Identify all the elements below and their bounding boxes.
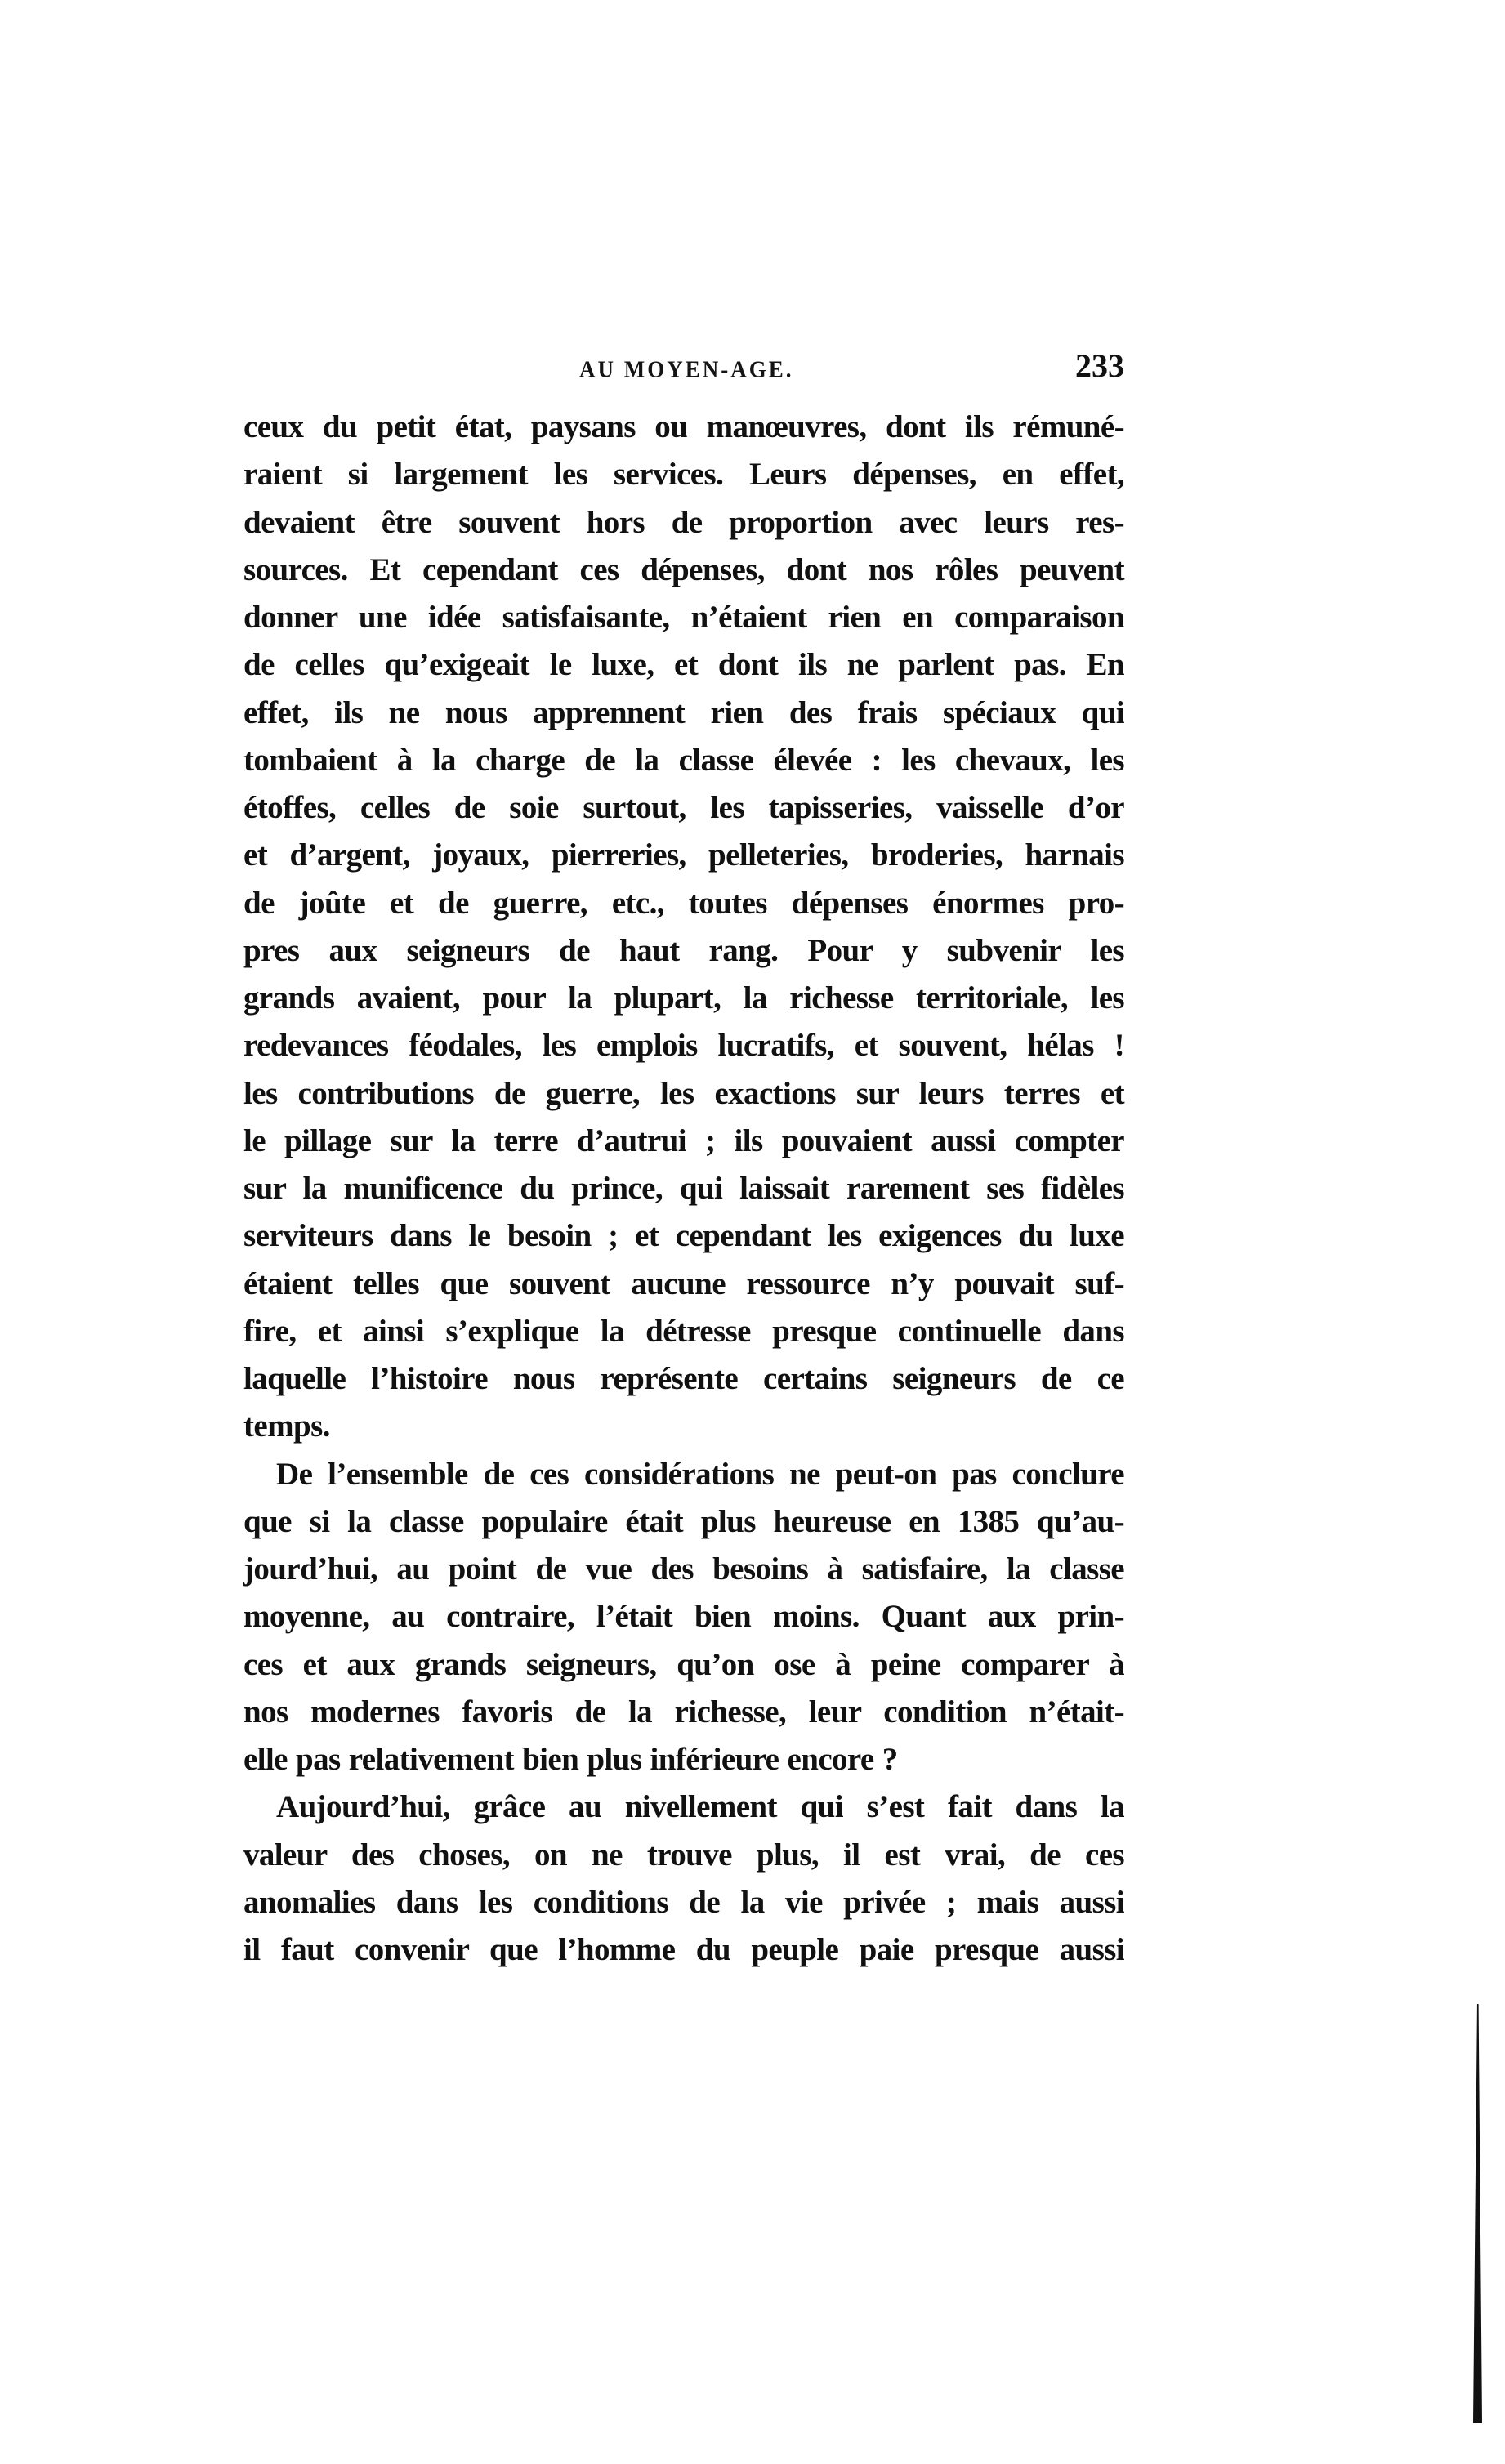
text-line: Aujourd’hui, grâce au nivellement qui s’est fait dans la (276, 1789, 1124, 1825)
text-line: effet, ils ne nous apprennent rien des frais spéciaux qui (243, 694, 1124, 730)
text-line: de celles qu’exigeait le luxe, et dont ils ne parlent pas. En (243, 647, 1124, 683)
page-edge-shadow (1473, 2004, 1482, 2423)
text-line: valeur des choses, on ne trouve plus, il est vrai, de ces (243, 1837, 1124, 1873)
text-line: donner une idée satisfaisante, n’étaient rien en comparaison (243, 600, 1124, 635)
text-line: anomalies dans les conditions de la vie privée ; mais aussi (243, 1884, 1124, 1920)
paragraph-1 (243, 404, 1124, 1451)
text-line: fire, et ainsi s’explique la détresse presque continuelle dans (243, 1313, 1124, 1349)
text-line: que si la classe populaire était plus heureuse en 1385 qu’au- (243, 1503, 1124, 1539)
text-line: pres aux seigneurs de haut rang. Pour y subvenir les (243, 932, 1124, 968)
body-text (243, 404, 1124, 1974)
text-line: De l’ensemble de ces considérations ne peut-on pas conclure (276, 1456, 1124, 1492)
text-line: ces et aux grands seigneurs, qu’on ose à peine comparer à (243, 1646, 1124, 1682)
text-line: raient si largement les services. Leurs dépenses, en effet, (243, 457, 1124, 493)
text-line: moyenne, au contraire, l’était bien moins. Quant aux prin- (243, 1599, 1124, 1635)
page-number: 233 (1075, 347, 1124, 384)
text-line: serviteurs dans le besoin ; et cependant les exigences du luxe (243, 1218, 1124, 1254)
text-line: laquelle l’histoire nous représente certains seigneurs de ce (243, 1361, 1124, 1396)
text-line: nos modernes favoris de la richesse, leur condition n’était- (243, 1694, 1124, 1730)
text-line: grands avaient, pour la plupart, la richesse territoriale, les (243, 980, 1124, 1016)
text-line: et d’argent, joyaux, pierreries, pelleteries, broderies, harnais (243, 837, 1124, 873)
text-line: étaient telles que souvent aucune ressource n’y pouvait suf- (243, 1265, 1124, 1301)
text-line: elle pas relativement bien plus inférieure encore ? (243, 1742, 898, 1777)
text-line: tombaient à la charge de la classe élevée : les chevaux, les (243, 742, 1124, 778)
text-line: sur la munificence du prince, qui laissait rarement ses fidèles (243, 1171, 1124, 1206)
text-line: de joûte et de guerre, etc., toutes dépenses énormes pro- (243, 885, 1124, 921)
paragraph-2 (243, 1451, 1124, 1784)
text-line: le pillage sur la terre d’autrui ; ils pouvaient aussi compter (243, 1123, 1124, 1158)
text-line: les contributions de guerre, les exactions sur leurs terres et (243, 1075, 1124, 1111)
text-line: étoffes, celles de soie surtout, les tapisseries, vaisselle d’or (243, 790, 1124, 825)
running-head-title: AU MOYEN-AGE. (579, 356, 794, 382)
text-line: redevances féodales, les emplois lucratifs, et souvent, hélas ! (243, 1028, 1124, 1064)
text-line: sources. Et cependant ces dépenses, dont nos rôles peuvent (243, 551, 1124, 587)
text-line: devaient être souvent hors de proportion avec leurs res- (243, 504, 1124, 540)
paragraph-3 (243, 1783, 1124, 1974)
text-line: il faut convenir que l’homme du peuple paie presque aussi (243, 1932, 1124, 1967)
text-line: ceux du petit état, paysans ou manœuvres, dont ils rémuné- (243, 409, 1124, 444)
text-line: jourd’hui, au point de vue des besoins à satisfaire, la classe (243, 1551, 1124, 1587)
text-line: temps. (243, 1408, 330, 1444)
